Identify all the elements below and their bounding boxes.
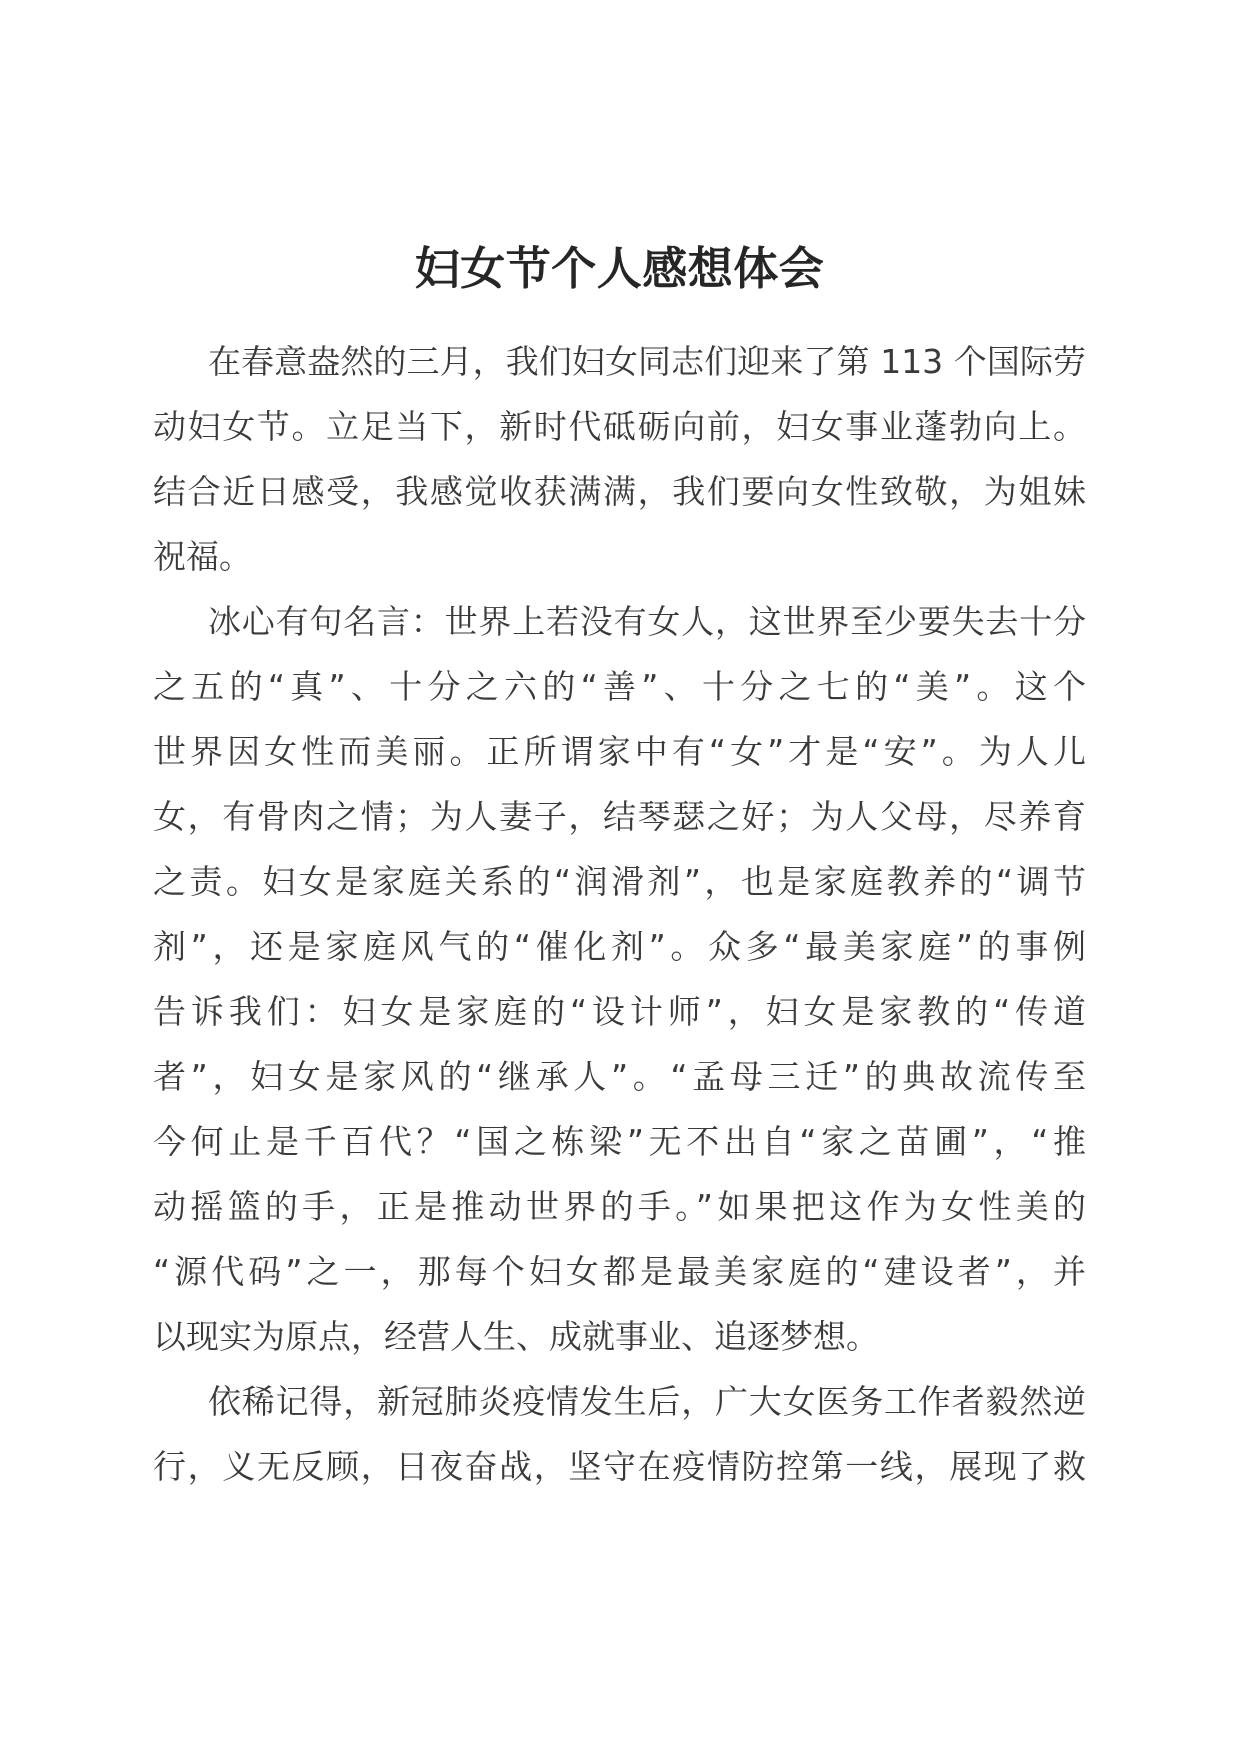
paragraph: [153, 329, 1086, 589]
paragraph-line: 动摇篮的手，正是推动世界的手。”如果把这作为女性美的: [153, 1187, 1086, 1226]
paragraph-line: 之五的“真”、十分之六的“善”、十分之七的“美”。这个: [153, 667, 1086, 706]
paragraph-line: 在春意盎然的三月，我们妇女同志们迎来了第 113 个国际劳: [208, 342, 1086, 381]
paragraph-line: 剂”，还是家庭风气的“催化剂”。众多“最美家庭”的事例: [153, 927, 1086, 966]
paragraph-line: 女，有骨肉之情；为人妻子，结琴瑟之好；为人父母，尽养育: [153, 797, 1086, 836]
paragraph-line: 今何止是千百代？“国之栋梁”无不出自“家之苗圃”，“推: [153, 1122, 1086, 1161]
paragraph-line: 行，义无反顾，日夜奋战，坚守在疫情防控第一线，展现了救: [153, 1447, 1086, 1486]
paragraph-line: 告诉我们：妇女是家庭的“设计师”，妇女是家教的“传道: [153, 992, 1086, 1031]
paragraph-line: 祝福。: [153, 537, 252, 576]
paragraph-line: 世界因女性而美丽。正所谓家中有“女”才是“安”。为人儿: [153, 732, 1086, 771]
paragraph-line: 依稀记得，新冠肺炎疫情发生后，广大女医务工作者毅然逆: [208, 1382, 1086, 1421]
paragraph-line: 结合近日感受，我感觉收获满满，我们要向女性致敬，为姐妹: [153, 472, 1086, 511]
paragraph-line: 者”，妇女是家风的“继承人”。“孟母三迁”的典故流传至: [153, 1057, 1086, 1096]
document-title: 妇女节个人感想体会: [414, 242, 825, 295]
paragraph-line: 之责。妇女是家庭关系的“润滑剂”，也是家庭教养的“调节: [153, 862, 1086, 901]
paragraph-line: “源代码”之一，那每个妇女都是最美家庭的“建设者”，并: [153, 1252, 1086, 1291]
paragraph: [153, 589, 1086, 1369]
paragraph-line: 冰心有句名言：世界上若没有女人，这世界至少要失去十分: [208, 602, 1086, 641]
paragraph-line: 动妇女节。立足当下，新时代砥砺向前，妇女事业蓬勃向上。: [153, 407, 1086, 446]
paragraph-line: 以现实为原点，经营人生、成就事业、追逐梦想。: [153, 1317, 879, 1356]
paragraph: [153, 1369, 1086, 1499]
